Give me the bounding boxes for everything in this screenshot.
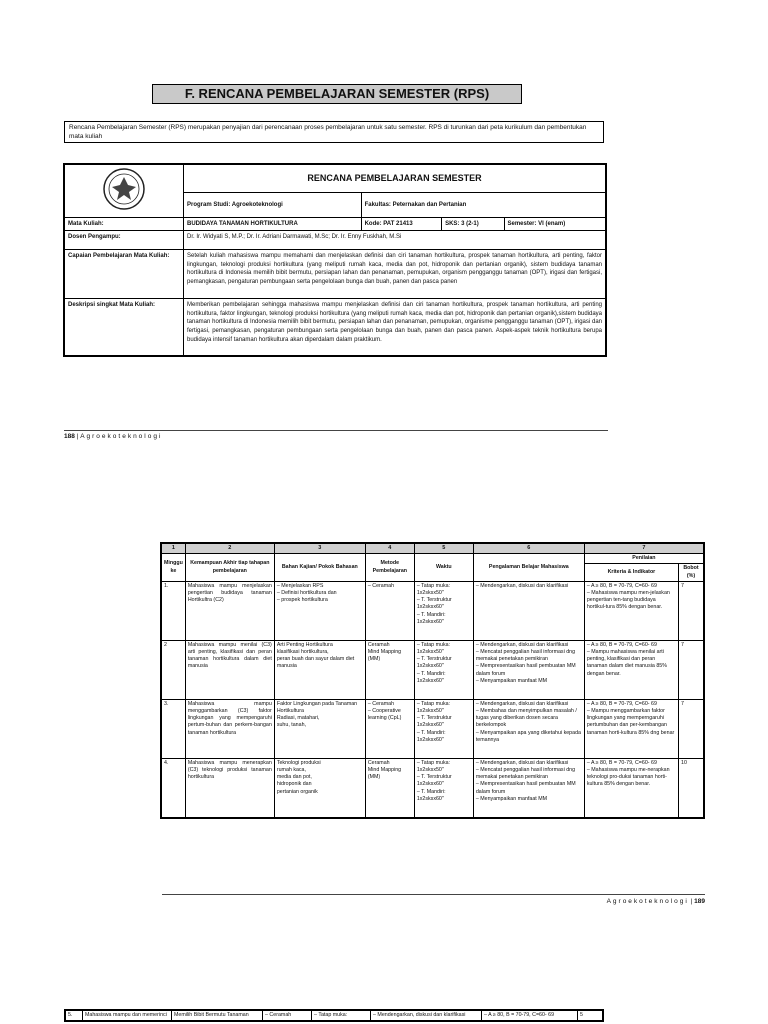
cell-metode [365, 758, 414, 818]
list-item: pertanian organik [276, 788, 318, 795]
cell-bobot: 7 [679, 640, 705, 699]
list-item: – Mempresentasikan hasil pembuatan MM dalam forum [476, 781, 582, 795]
list-item: – Tatap muka: 1x2sksx50" [417, 642, 471, 656]
cell-kemampuan: Mahasiswa mampu menerapkan (C3) teknologi produksi tanaman hortikultura [185, 758, 274, 818]
cell-bobot: 5 [578, 1010, 604, 1021]
cell-pengalaman: – Mendengarkan, diskusi dan klarifikasi [371, 1010, 482, 1021]
list-item: – Tatap muka: 1x2sksx50" [417, 701, 471, 715]
section-heading: F. RENCANA PEMBELAJARAN SEMESTER (RPS) [152, 84, 522, 104]
cell-kriteria [584, 699, 678, 758]
header-kemampuan: Kemampuan Akhir tiap tahapan pembelajaran [185, 554, 274, 582]
list-item: Ceramah [367, 759, 390, 766]
cell-minggu: 5. [65, 1010, 83, 1021]
list-item: media dan pot, [276, 774, 312, 781]
cell-minggu: 3. [161, 699, 185, 758]
list-item: – Tatap muka: 1x2sksx50" [417, 760, 471, 774]
list-item: Arti Penting Hortikultura [276, 641, 333, 648]
cell-bahan [274, 699, 365, 758]
list-item: – Mampu mahasiswa menilai arti penting, klasifikasi dan peran tanaman dalam diet manusia 85% dengan benar. [587, 649, 676, 678]
list-item: Mind Mapping (MM) [367, 649, 402, 663]
col-number: 3 [274, 543, 365, 554]
cell-metode: – Ceramah [263, 1010, 312, 1021]
university-seal-icon [102, 167, 146, 211]
list-item: – Mendengarkan, diskusi dan klarifikasi [476, 760, 582, 767]
list-item: – T. Terstruktur 1x2sksx60" [417, 656, 471, 670]
list-item: – Menjelaskan RPS [277, 583, 363, 590]
cell-waktu [414, 699, 473, 758]
page-footer-189 [162, 894, 705, 905]
list-item: – Mendengarkan, diskusi dan klarifikasi [476, 642, 582, 649]
list-item: – prospek hortikultura [277, 597, 363, 604]
list-item: – Mencatat penggalian hasil informasi dng memakai penetakan pemikiran [476, 649, 582, 663]
list-item: – Mendengarkan, diskusi dan klarifikasi [476, 583, 582, 590]
cell-pengalaman [473, 758, 584, 818]
list-item: – Mahasiswa mampu men-jelaskan pengertian ten-tang budidaya hortikul-tura 85% dengan benar. [587, 590, 676, 612]
list-item: Mind Mapping (MM) [367, 767, 402, 781]
list-item: – T. Mandiri: 1x2sksx60" [417, 612, 471, 626]
cell-waktu [414, 581, 473, 640]
list-item: – T. Terstruktur 1x2sksx60" [417, 715, 471, 729]
list-item: – Tatap muka: 1x2sksx50" [417, 583, 471, 597]
cell-waktu [414, 640, 473, 699]
list-item: – T. Terstruktur 1x2sksx60" [417, 774, 471, 788]
schedule-table [160, 542, 705, 819]
cell-bobot: 7 [679, 581, 705, 640]
list-item: – Menyampaikan manfaat MM [476, 796, 582, 803]
header-bahan: Bahan Kajian/ Pokok Bahasan [274, 554, 365, 582]
cell-metode [365, 581, 414, 640]
cell-kriteria: – A ≥ 80, B = 70-79, C=60- 69 [482, 1010, 578, 1021]
header-pengalaman: Pengalaman Belajar Mahasiswa [473, 554, 584, 582]
col-number: 1 [161, 543, 185, 554]
capaian-value: Setelah kuliah mahasiswa mampu memahami dan menjelaskan definisi dan ciri tanaman hortikultura, prospek tanaman hortikultura, arti penting, faktor lingkungan, teknologi produksi hortikultura (yang meliputi rumah kaca, media dan pot, hidroponik dan pertanian organik), sistem budidaya tanaman hortikultura di Indonesia memilih bibit bermutu, persiapan lahan dan penanaman, pemupukan, organism pengganggu tanaman (OPT), irigasi dan fertigasi, pemangkasan, pengaturan pembungaan serta pengelolaan bunga dan buah, panen dan pasca panen [184, 250, 607, 299]
list-item: – Mampu menggambarkan faktor lingkungan yang memperngaruhi pertumbuhan dan per-kembangan tanaman horti-kultura 85% dng benar [587, 708, 676, 737]
col-number: 7 [584, 543, 704, 554]
fakultas: Fakultas: Peternakan dan Pertanian [361, 193, 606, 217]
header-metode: Metode Pembelajaran [365, 554, 414, 582]
cell-bahan: Memilih Bibit Bermutu Tanaman [172, 1010, 263, 1021]
semester: Semester: VI (enam) [504, 217, 606, 231]
list-item: – Mendengarkan, diskusi dan klarifikasi [476, 701, 582, 708]
col-number: 5 [414, 543, 473, 554]
header-waktu: Waktu [414, 554, 473, 582]
table-row [161, 640, 704, 699]
cell-pengalaman [473, 581, 584, 640]
list-item: Radiasi, matahari, [276, 715, 320, 722]
table-row [161, 758, 704, 818]
cell-kriteria [584, 640, 678, 699]
list-item: – Mempresentasikan hasil pembuatan MM dalam forum [476, 663, 582, 677]
kode: Kode: PAT 21413 [361, 217, 442, 231]
list-item: – Menyampaikan apa yang diketahui kepada temannya [476, 730, 582, 744]
list-item: – T. Terstruktur 1x2sksx60" [417, 597, 471, 611]
list-item: – T. Mandiri: 1x2sksx60" [417, 789, 471, 803]
rps-table [63, 163, 607, 357]
cell-kemampuan: Mahasiswa mampu menggambarkan (C3) faktor lingkungan yang mempengaruhi pertum-buhan dan perkem-bangan tanaman hortikultura [185, 699, 274, 758]
list-item: Faktor Lingkungan pada Tanaman Hortikultura [276, 700, 358, 715]
list-item: – A ≥ 80, B = 70-79, C=60- 69 [587, 642, 676, 649]
list-item: suhu, tanah, [276, 722, 306, 729]
page-footer-188 [64, 430, 608, 440]
university-logo [64, 164, 184, 217]
list-item: – T. Mandiri: 1x2sksx60" [417, 730, 471, 744]
cell-pengalaman [473, 699, 584, 758]
list-item: klasifikasi hortikultura, [276, 649, 329, 656]
cell-bahan [274, 640, 365, 699]
cell-kriteria [584, 581, 678, 640]
cell-metode [365, 640, 414, 699]
footer-text: Agroekoteknologi [80, 433, 163, 440]
list-item: Ceramah [367, 641, 390, 648]
schedule-table-continued [64, 1009, 604, 1022]
table-row [65, 1010, 603, 1021]
cell-waktu [414, 758, 473, 818]
dosen-label: Dosen Pengampu: [64, 231, 184, 250]
col-number: 6 [473, 543, 584, 554]
cell-minggu: 1. [161, 581, 185, 640]
col-number: 4 [365, 543, 414, 554]
dosen-value: Dr. Ir. Widyati S, M.P.; Dr. Ir. Adriani Darmawati, M.Sc; Dr. Ir. Enny Fuskhah, M.Si [184, 231, 607, 250]
cell-bahan [274, 758, 365, 818]
list-item: rumah kaca, [276, 767, 306, 774]
sks: SKS: 3 (2-1) [442, 217, 504, 231]
cell-bahan [274, 581, 365, 640]
deskripsi-label: Deskripsi singkat Mata Kuliah: [64, 299, 184, 357]
footer-separator: | [690, 898, 693, 905]
table-row [161, 699, 704, 758]
cell-metode [365, 699, 414, 758]
mk-value: BUDIDAYA TANAMAN HORTIKULTURA [184, 217, 362, 231]
header-bobot: Bobot (%) [679, 564, 705, 581]
header-penilaian: Penilaian [584, 554, 704, 564]
cell-bobot: 10 [679, 758, 705, 818]
cell-kemampuan: Mahasiswa mampu menjelaskan pengertian budidaya tanaman Hortikultra (C2) [185, 581, 274, 640]
list-item: – Mahasiswa mampu me-nerapkan teknologi pro-duksi tanaman horti-kultura 85% dengan benar. [587, 767, 676, 789]
cell-kriteria [584, 758, 678, 818]
footer-text: Agroekoteknologi [606, 898, 689, 905]
list-item: – Mencatat penggalian hasil informasi dng memakai penetakan pemikiran [476, 767, 582, 781]
list-item: peran buah dan sayur dalam diet manusia [276, 656, 355, 670]
page-number: 189 [694, 898, 705, 905]
cell-bobot: 7 [679, 699, 705, 758]
list-item: – A ≥ 80, B = 70-79, C=60- 69 [587, 701, 676, 708]
list-item: – Definisi hortikultura dan [277, 590, 363, 597]
header-minggu: Minggu ke [161, 554, 185, 582]
cell-kemampuan: Mahasiswa mampu menilai (C3) arti penting, klasifikasi dan peran tanaman hortikultura dalam diet manusia [185, 640, 274, 699]
list-item: – A ≥ 80, B = 70-79, C=60- 69 [587, 760, 676, 767]
col-number: 2 [185, 543, 274, 554]
deskripsi-value: Memberikan pembelajaran sehingga mahasiswa mampu menjelaskan definisi dan ciri tanaman hortikultura, prospek tanaman hortikultura, arti penting hortikultura, faktor lingkungan, teknologi produksi hortikultura (yang meliputi rumah kaca, media dan pot, hidroponik dan pertanian organik),sistem budidaya tanaman hortikultura di Indonesia memilih bibit bermutu, persiapan lahan dan penanaman, pemupukan, organisme pengganggu tanaman (OPT), irigasi dan fertigasi, pemangkasan, pengaturan pembungaan serta pengelolaan bunga dan buah, panen dan pasca panen. Aspek-aspek teknik hortikultura berupa budidaya intensif tanaman hortikultura akan diperdalam dalam praktikum. [184, 299, 607, 357]
page-number: 188 [64, 433, 75, 440]
rps-title: RENCANA PEMBELAJARAN SEMESTER [184, 164, 607, 193]
cell-minggu: 2 [161, 640, 185, 699]
cell-kemampuan: Mahasiswa mampu dan memerinci [83, 1010, 172, 1021]
table-row [161, 581, 704, 640]
list-item: – T. Mandiri: 1x2sksx60" [417, 671, 471, 685]
list-item: – Ceramah [368, 583, 412, 590]
column-number-row [161, 543, 704, 554]
list-item: hidroponik dan [276, 781, 312, 788]
cell-minggu: 4. [161, 758, 185, 818]
list-item: – Ceramah [368, 701, 412, 708]
program-studi: Program Studi: Agroekoteknologi [184, 193, 362, 217]
mk-label: Mata Kuliah: [64, 217, 184, 231]
footer-separator: | [76, 433, 79, 440]
list-item: – Membahas dan menyimpulkan masalah / tugas yang diberikan dosen secara berkelompok [476, 708, 582, 730]
list-item: Teknologi produksi [276, 759, 321, 766]
capaian-label: Capaian Pembelajaran Mata Kuliah: [64, 250, 184, 299]
header-kriteria: Kriteria & Indikator [584, 564, 678, 581]
cell-waktu: – Tatap muka: [312, 1010, 371, 1021]
list-item: – Menyampaikan manfaat MM [476, 678, 582, 685]
header-row [161, 554, 704, 564]
list-item: – Cooperative learning (CpL) [368, 708, 412, 722]
schedule-body [161, 581, 704, 818]
list-item: – A ≥ 80, B = 70-79, C=60- 69 [587, 583, 676, 590]
intro-text: Rencana Pembelajaran Semester (RPS) merupakan penyajian dari perencanaan proses pembelajaran untuk satu semester. RPS di turunkan dari peta kurikulum dan pembentukan mata kuliah [64, 121, 604, 143]
cell-pengalaman [473, 640, 584, 699]
